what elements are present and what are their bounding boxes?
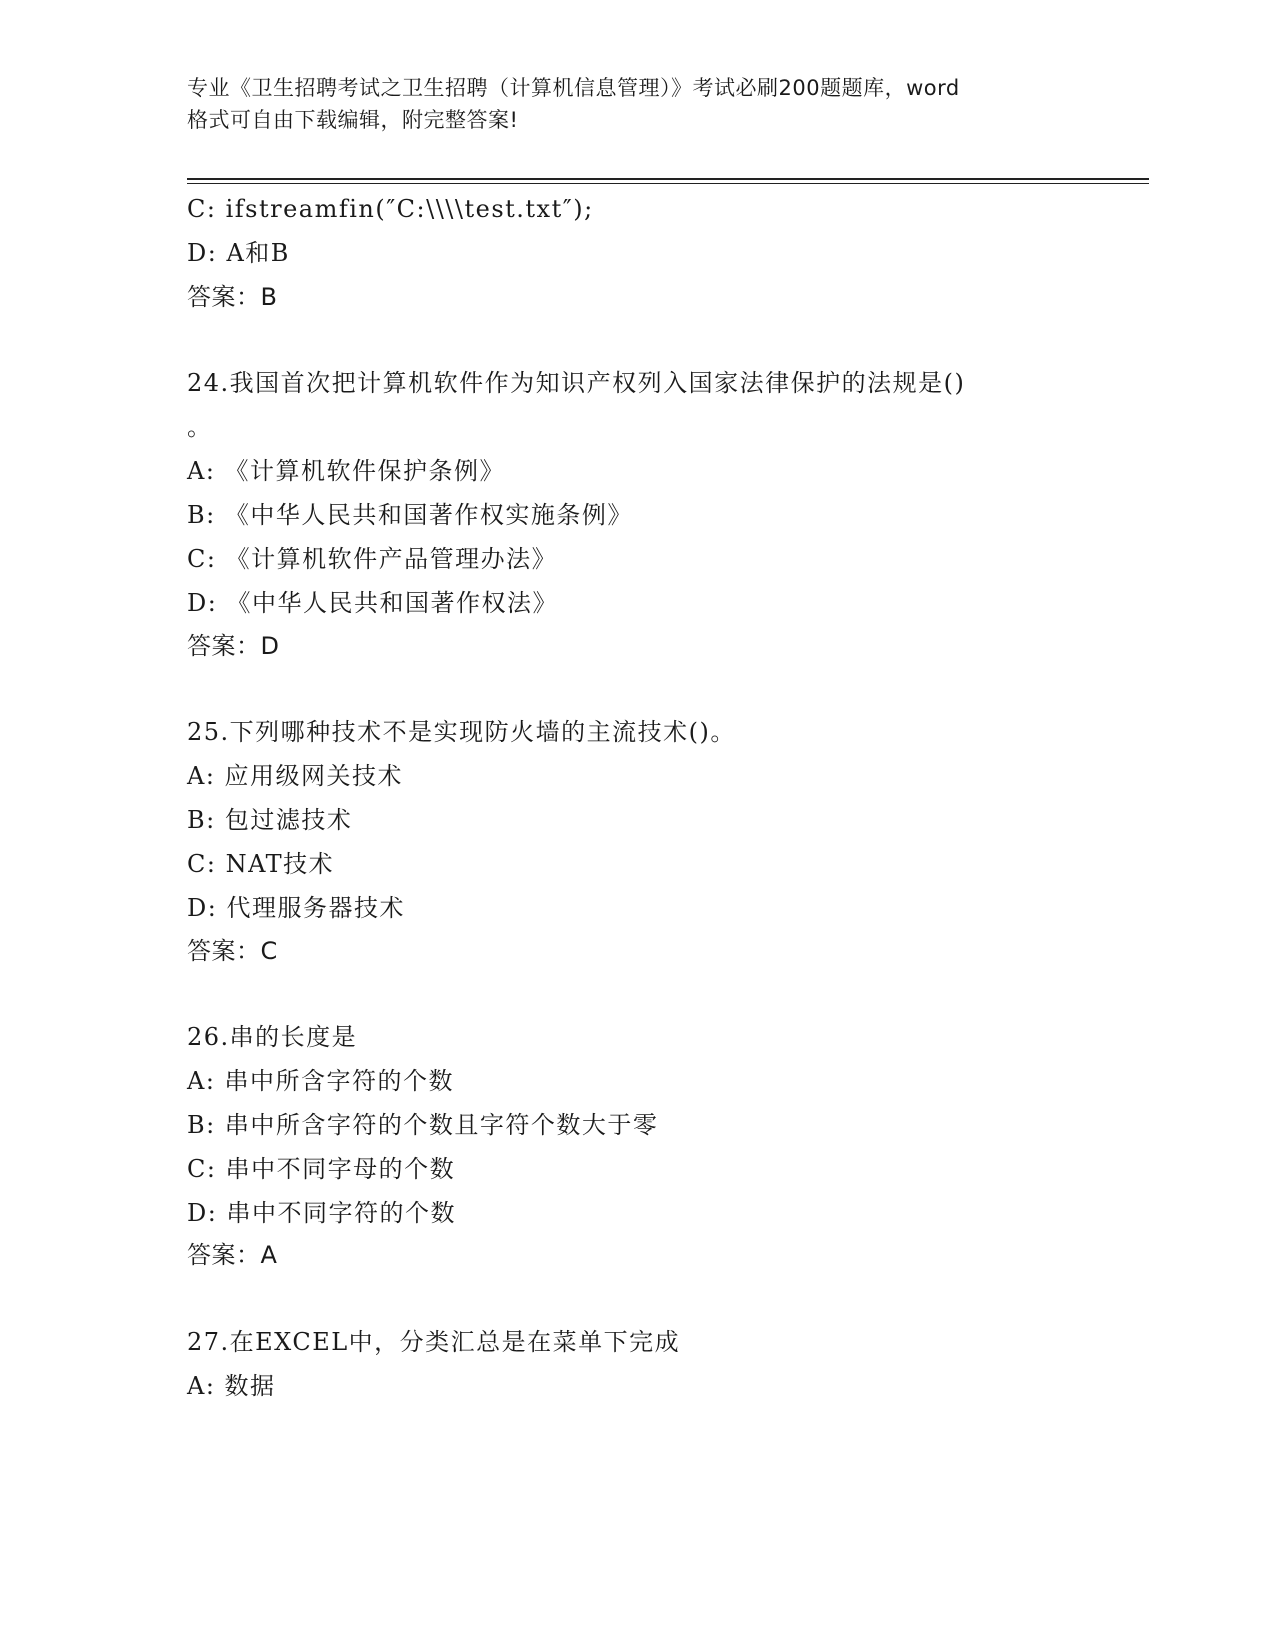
q27-option-a: A: 数据 xyxy=(187,1372,276,1400)
q25-option-a: A: 应用级网关技术 xyxy=(187,762,404,790)
q24-option-d: D: 《中华人民共和国著作权法》 xyxy=(187,589,558,617)
q25-option-b: B: 包过滤技术 xyxy=(187,806,353,834)
q25-question: 25.下列哪种技术不是实现防火墙的主流技术()。 xyxy=(187,718,736,746)
q24-option-c: C: 《计算机软件产品管理办法》 xyxy=(187,545,558,573)
q26-option-c: C: 串中不同字母的个数 xyxy=(187,1155,456,1183)
q27-question: 27.在EXCEL中，分类汇总是在菜单下完成 xyxy=(187,1328,681,1356)
header-divider-thin xyxy=(187,183,1149,184)
q25-option-c: C: NAT技术 xyxy=(187,850,335,878)
q24-option-a: A: 《计算机软件保护条例》 xyxy=(187,457,506,485)
header-line-2: 格式可自由下载编辑，附完整答案! xyxy=(187,108,519,132)
q24-option-b: B: 《中华人民共和国著作权实施条例》 xyxy=(187,501,633,529)
q25-option-d: D: 代理服务器技术 xyxy=(187,894,405,922)
header-line-1: 专业《卫生招聘考试之卫生招聘（计算机信息管理）》考试必刷200题题库，word xyxy=(187,76,960,100)
q26-question: 26.串的长度是 xyxy=(187,1023,358,1051)
q23-answer: 答案：B xyxy=(187,283,278,311)
q24-answer: 答案：D xyxy=(187,632,280,660)
q26-answer: 答案：A xyxy=(187,1241,278,1269)
q23-option-c: C: ifstreamfin(″C:\\\\test.txt″); xyxy=(187,195,594,223)
q24-question-continued: 。 xyxy=(187,413,213,441)
document-header xyxy=(187,72,1087,136)
q25-answer: 答案：C xyxy=(187,937,278,965)
header-divider-thick xyxy=(187,178,1149,180)
q26-option-b: B: 串中所含字符的个数且字符个数大于零 xyxy=(187,1111,659,1139)
q26-option-a: A: 串中所含字符的个数 xyxy=(187,1067,455,1095)
q23-option-d: D: A和B xyxy=(187,239,290,267)
q24-question: 24.我国首次把计算机软件作为知识产权列入国家法律保护的法规是() xyxy=(187,369,966,397)
q26-option-d: D: 串中不同字符的个数 xyxy=(187,1199,456,1227)
